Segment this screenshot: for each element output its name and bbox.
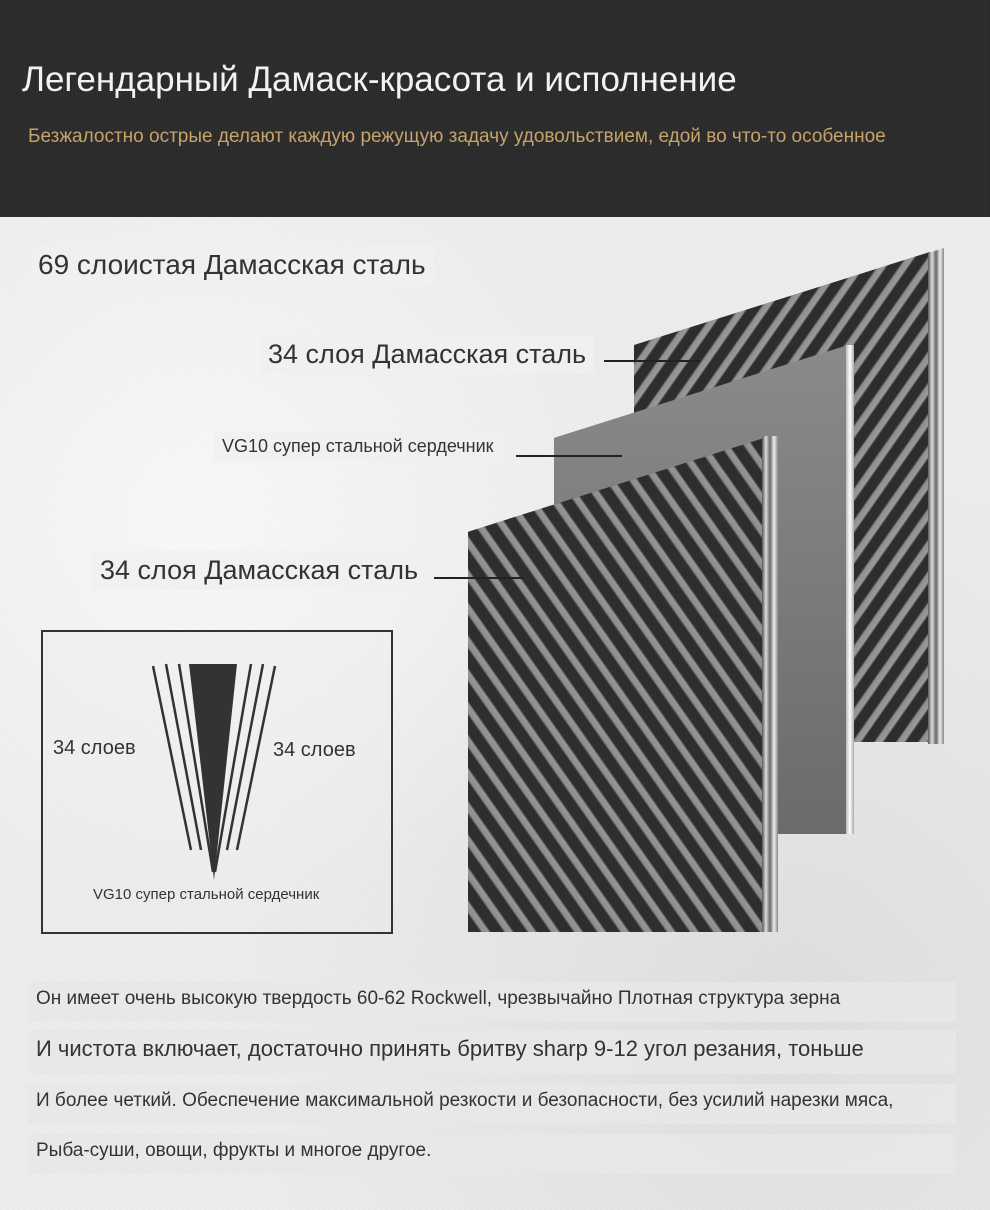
back-plate-edge (928, 248, 944, 744)
front-plate-edge (762, 436, 778, 932)
description-line-1: Он имеет очень высокую твердость 60-62 Rockwell, чрезвычайно Плотная структура зерна (28, 982, 956, 1022)
cross-section-core-label: VG10 супер стальной сердечник (89, 884, 323, 905)
outer-layer-label-bottom: 34 слоя Дамасская сталь (92, 551, 426, 590)
right-layers-label: 34 слоев (273, 739, 356, 761)
leader-line-top (604, 360, 700, 362)
header-banner (0, 0, 990, 217)
total-layers-label: 69 слоистая Дамасская сталь (30, 245, 434, 285)
left-layers-label: 34 слоев (53, 737, 136, 759)
page-title: Легендарный Дамаск-красота и исполнение (22, 60, 737, 99)
leader-line-bottom (434, 577, 524, 579)
outer-layer-label-top: 34 слоя Дамасская сталь (260, 335, 594, 374)
description-line-3: И более четкий. Обеспечение максимальной резкости и безопасности, без усилий нарезки мяса, (28, 1084, 956, 1124)
description-line-2: И чистота включает, достаточно принять бритву sharp 9-12 угол резания, тоньше (28, 1030, 956, 1074)
leader-line-core (516, 455, 622, 457)
page-subtitle: Безжалостно острые делают каждую режущую задачу удовольствием, едой во что-то особенное (28, 126, 886, 147)
description-line-4: Рыба-суши, овощи, фрукты и многое другое. (28, 1134, 956, 1174)
core-plate-edge (846, 345, 854, 834)
cross-section-box (41, 630, 393, 934)
core-label: VG10 супер стальной сердечник (214, 432, 502, 461)
